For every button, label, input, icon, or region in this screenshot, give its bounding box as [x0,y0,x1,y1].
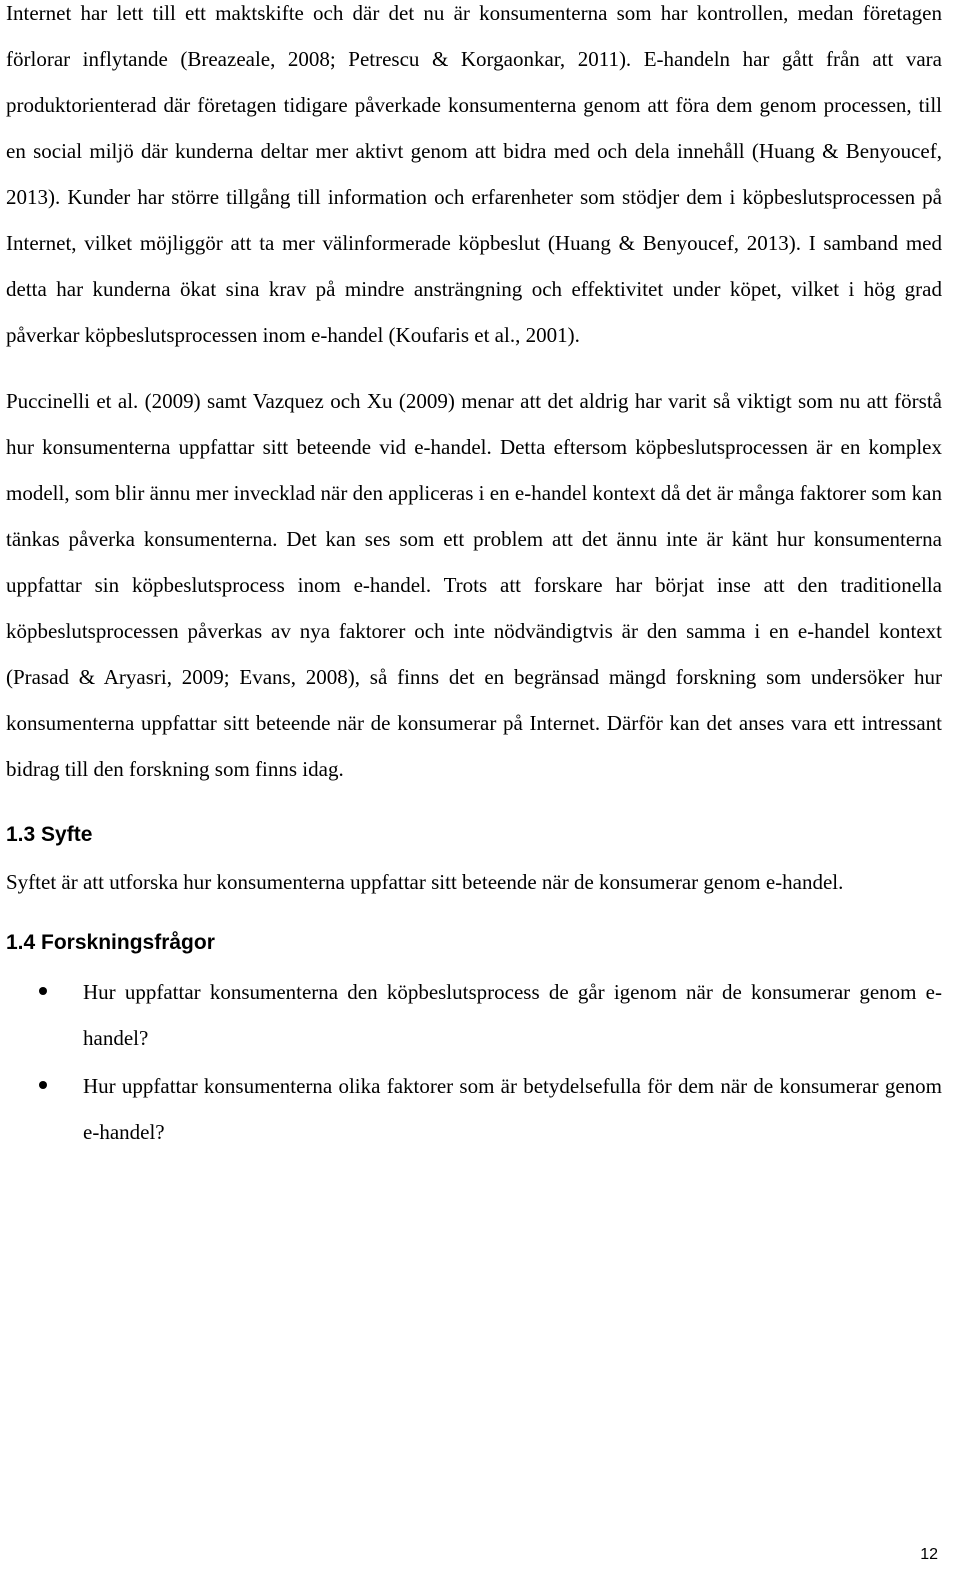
page-number: 12 [920,1546,938,1563]
heading-syfte: 1.3 Syfte [6,823,93,846]
bullet-icon [39,1081,47,1089]
bullet-icon [39,987,47,995]
research-questions-list [6,969,942,1155]
question-text: Hur uppfattar konsumenterna olika faktorer som är betydelsefulla för dem när de konsumerar genom e-handel? [83,1074,942,1144]
list-item [6,1063,942,1155]
heading-forskningsfragor: 1.4 Forskningsfrågor [6,931,215,954]
list-item [6,969,942,1061]
paragraph-power-shift: Internet har lett till ett maktskifte och där det nu är konsumenterna som har kontrollen, medan företagen förlorar inflytande (Breazeale, 2008; Petrescu & Korgaonkar, 2011). E-handeln har gått från att vara produktorienterad där företagen tidigare påverkade konsumenterna genom att föra dem genom processen, till en social miljö där kunderna deltar mer aktivt genom att bidra med och dela innehåll (Huang & Benyoucef, 2013). Kunder har större tillgång till information och erfarenheter som stödjer dem i köpbeslutsprocessen på Internet, vilket möjliggör att ta mer välinformerade köpbeslut (Huang & Benyoucef, 2013). I samband med detta har kunderna ökat sina krav på mindre ansträngning och effektivitet under köpet, vilket i hög grad påverkar köpbeslutsprocessen inom e-handel (Koufaris et al., 2001). [6,1,942,347]
paragraph-research-gap: Puccinelli et al. (2009) samt Vazquez och Xu (2009) menar att det aldrig har varit så viktigt som nu att förstå hur konsumenterna uppfattar sitt beteende vid e-handel. Detta eftersom köpbeslutsprocessen är en komplex modell, som blir ännu mer invecklad när den appliceras i en e-handel kontext då det är många faktorer som kan tänkas påverka konsumenterna. Det kan ses som ett problem att det ännu inte är känt hur konsumenterna uppfattar sin köpbeslutsprocess inom e-handel. Trots att forskare har börjat inse att den traditionella köpbeslutsprocessen påverkas av nya faktorer och inte nödvändigtvis är den samma i en e-handel kontext (Prasad & Aryasri, 2009; Evans, 2008), så finns det en begränsad mängd forskning som undersöker hur konsumenterna uppfattar sitt beteende när de konsumerar på Internet. Därför kan det anses vara ett intressant bidrag till den forskning som finns idag. [6,389,942,781]
question-text: Hur uppfattar konsumenterna den köpbeslutsprocess de går igenom när de konsumerar genom e-handel? [83,980,942,1050]
document-page [6,0,942,1157]
paragraph-syfte: Syftet är att utforska hur konsumenterna uppfattar sitt beteende när de konsumerar genom e-handel. [6,870,844,894]
